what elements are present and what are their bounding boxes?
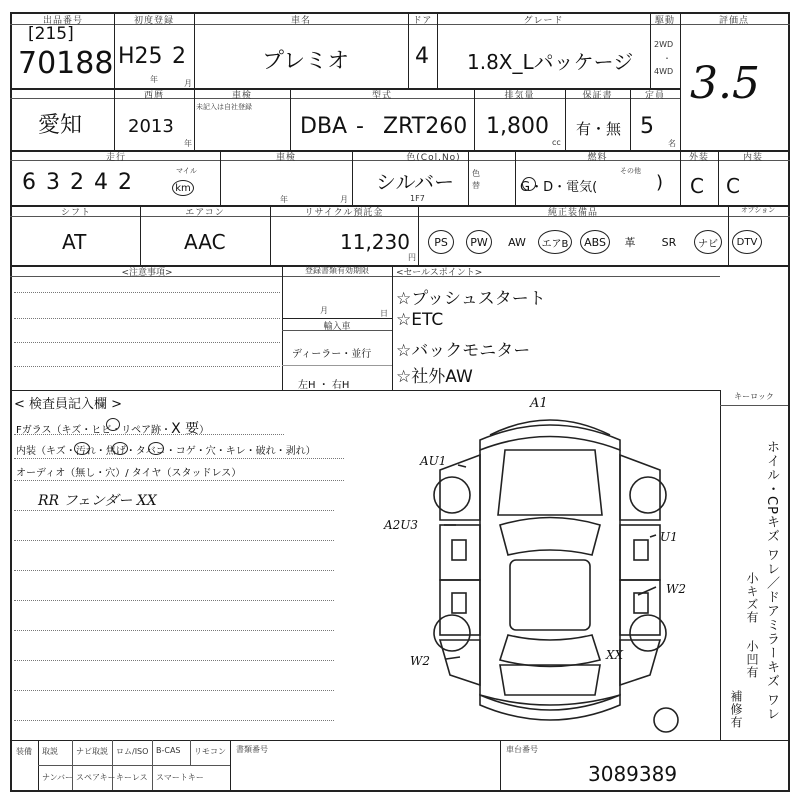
glass-mark: X 要 xyxy=(171,421,200,437)
warranty-value: 有・無 xyxy=(576,120,622,138)
hdr-shaken: 車検 xyxy=(275,153,296,163)
hdr-doc-no: 書類番号 xyxy=(236,745,268,754)
reg-doc-month: 月 xyxy=(320,306,328,315)
note-line xyxy=(14,342,280,343)
equip-abs: ABS xyxy=(580,230,610,254)
diagram-mark: W2 xyxy=(410,654,430,668)
interior-circle xyxy=(74,442,90,455)
drive-4wd: 4WD xyxy=(654,67,674,76)
door-front-left xyxy=(440,525,480,580)
shift-value: AT xyxy=(62,230,87,254)
front-bumper xyxy=(490,420,610,435)
mileage-digit: 2 xyxy=(70,170,94,195)
v24 xyxy=(392,265,393,390)
equip-leather: 革 xyxy=(624,236,636,249)
mileage-digit: 6 xyxy=(22,170,46,195)
footer-label: スペアキー xyxy=(76,773,116,782)
lot-code: [215] xyxy=(28,24,74,44)
fuel-other: その他 xyxy=(620,167,641,175)
inspector-line xyxy=(14,600,334,601)
right-note-2: 小キズ有 xyxy=(745,572,759,624)
hdr-reg-doc: 登録書類有効期限 xyxy=(305,266,369,275)
inspector-line xyxy=(14,630,334,631)
score-value: 3.5 xyxy=(690,58,760,109)
hdr-car-name: 車名 xyxy=(290,16,311,26)
interior-grade: C xyxy=(726,174,740,198)
interior-circle xyxy=(112,442,128,455)
front-bumper-outline xyxy=(480,425,620,450)
equip-ps: PS xyxy=(428,230,454,254)
inspector-line xyxy=(14,458,344,459)
mileage-digit: 3 xyxy=(46,170,70,195)
equip-dtv: DTV xyxy=(732,230,762,254)
car-name: プレミオ xyxy=(262,49,350,74)
mileage-digits xyxy=(22,170,142,195)
hdr-color: 色(Col.No) xyxy=(406,153,461,163)
mileage-unit-mile: マイル xyxy=(176,167,197,175)
right-note-3: 小凹有 xyxy=(745,640,759,679)
shaken-month-unit: 月 xyxy=(340,195,348,204)
inspector-audio: オーディオ（無し・穴）/ タイヤ（スタッドレス） xyxy=(16,468,242,479)
hdr-equipment: 純正装備品 xyxy=(547,208,598,218)
h-keyless xyxy=(720,405,788,406)
door-handle xyxy=(452,540,466,560)
inspector-line xyxy=(14,510,334,511)
note-line xyxy=(14,292,280,293)
inspector-notes-header: < 検査員記入欄 > xyxy=(14,397,123,412)
recycle-amount: 11,230 xyxy=(340,230,410,254)
glass-circle xyxy=(106,418,120,431)
doors-value: 4 xyxy=(415,44,429,69)
diagram-mark: U1 xyxy=(660,530,678,544)
equip-navi: ナビ xyxy=(694,230,722,254)
hdr-notes: <注意事項> xyxy=(121,268,173,278)
right-note-1: ホイル・CPキズ ワレ／ドアミラーキズ ワレ xyxy=(764,440,779,722)
hdr-doors: ドア xyxy=(412,16,433,26)
right-note-4: 補修有 xyxy=(729,690,743,729)
capacity-unit: 名 xyxy=(668,139,676,148)
mileage-digit: 4 xyxy=(94,170,118,195)
hdr-import: 輸入車 xyxy=(323,322,351,332)
hood xyxy=(498,450,602,515)
lot-number: 70188 xyxy=(18,46,114,81)
fuel-close: ) xyxy=(656,172,664,193)
model-type-prefix: DBA xyxy=(300,114,348,139)
door-front-right xyxy=(620,525,660,580)
hdr-interior: 内装 xyxy=(742,153,763,163)
note-line xyxy=(14,318,280,319)
inspector-line xyxy=(14,480,344,481)
import-dealer: ディーラー・並行 xyxy=(292,349,372,360)
hdr-warranty: 保証書 xyxy=(582,91,613,101)
trunk xyxy=(500,665,600,695)
diagram-mark: W2 xyxy=(666,582,686,596)
rear-window xyxy=(500,635,600,667)
first-reg-era-year: H25 xyxy=(118,44,163,69)
color-change-label: 色替 xyxy=(472,169,480,190)
footer-label: ロム/ISO xyxy=(116,747,149,756)
equip-pw: PW xyxy=(466,230,492,254)
sales-point: ☆プッシュスタート xyxy=(396,289,546,309)
footer-label: キーレス xyxy=(116,773,148,782)
diagram-mark: XX xyxy=(606,648,624,662)
hdr-sales-points: <セールスポイント> xyxy=(396,268,483,278)
spare-tire xyxy=(654,708,678,732)
row-line-6 xyxy=(10,740,790,741)
fuel-options: G・D・電気( xyxy=(520,180,598,195)
v25 xyxy=(720,390,721,740)
inspection-note: 未記入は自社登録 xyxy=(196,103,252,111)
door-handle xyxy=(452,593,466,613)
hdr-exterior: 外装 xyxy=(688,153,709,163)
hdr-option: オプション xyxy=(740,206,776,214)
first-reg-month-unit: 月 xyxy=(184,79,192,88)
inspector-line xyxy=(14,570,334,571)
equip-aw: AW xyxy=(508,235,526,249)
color-name: シルバー xyxy=(376,170,455,194)
first-reg-month: 2 xyxy=(172,44,186,69)
import-handle: 左H ・ 右H xyxy=(298,380,350,391)
inspector-interior: 内装（キズ・汚れ・焦げ・タバコ・コゲ・穴・キレ・破れ・剥れ） xyxy=(16,446,316,457)
border-right xyxy=(788,12,790,792)
border-left xyxy=(10,12,12,792)
sales-point: ☆バックモニター xyxy=(396,341,531,361)
fv6 xyxy=(152,740,153,790)
fv7 xyxy=(190,740,191,765)
displacement-value: 1,800 xyxy=(486,114,549,139)
door-handle xyxy=(634,593,648,613)
shaken-year-unit: 年 xyxy=(280,195,288,204)
border-bottom xyxy=(10,790,790,792)
hdr-exhibit-no: 出品番号 xyxy=(42,16,83,26)
diagram-mark: A1 xyxy=(530,396,548,411)
hdr-score: 評価点 xyxy=(718,16,749,26)
inspector-line xyxy=(14,660,334,661)
hdr-model-type: 型式 xyxy=(371,91,392,101)
grade-value: 1.8X_Lパッケージ xyxy=(467,50,634,74)
roof xyxy=(510,560,590,630)
glass-close: ） xyxy=(199,425,210,436)
footer-label: ナビ取説 xyxy=(76,747,108,756)
diagram-mark: AU1 xyxy=(420,454,447,468)
reg-doc-day: 日 xyxy=(380,309,388,318)
fv3 xyxy=(500,740,501,790)
fender-rear-right xyxy=(620,640,660,685)
hdr-keyless: キーロック xyxy=(734,392,774,401)
model-type-code: ZRT260 xyxy=(383,114,468,139)
footer-side-label: 装備 xyxy=(16,747,32,756)
row-line-5 xyxy=(10,390,720,391)
diagram-mark: A2U3 xyxy=(384,518,419,532)
capacity-value: 5 xyxy=(640,114,654,139)
equip-airbag: エアB xyxy=(538,230,572,254)
aircon-value: AAC xyxy=(184,230,226,254)
footer-label: リモコン xyxy=(194,747,226,756)
fh1 xyxy=(38,765,230,766)
exterior-grade: C xyxy=(690,174,704,198)
model-year-unit: 年 xyxy=(184,139,192,148)
inspector-handwritten: RR フェンダー XX xyxy=(38,493,157,509)
inspector-line xyxy=(14,690,334,691)
door-handle xyxy=(634,540,648,560)
hdr-chassis-no: 車台番号 xyxy=(506,745,538,754)
rear-bumper xyxy=(480,695,620,720)
model-year-value: 2013 xyxy=(128,116,174,137)
hdr-grade: グレード xyxy=(523,16,564,26)
displacement-unit: cc xyxy=(552,138,561,147)
first-reg-year-unit: 年 xyxy=(150,75,158,84)
hdr-inspection: 車検 xyxy=(231,91,252,101)
fv2 xyxy=(230,740,231,790)
fender-rear-left xyxy=(440,640,480,685)
h-sub-3 xyxy=(282,365,392,366)
hdr-displacement: 排気量 xyxy=(504,91,535,101)
hdr-fuel: 燃料 xyxy=(587,153,608,163)
fuel-gas-circle xyxy=(522,177,536,191)
hdr-model-year: 西暦 xyxy=(143,91,164,101)
inspector-line xyxy=(14,540,334,541)
footer-label: B-CAS xyxy=(156,746,181,755)
note-line xyxy=(14,366,280,367)
footer-label: 取説 xyxy=(42,747,58,756)
windshield xyxy=(500,518,600,556)
model-type-dash: - xyxy=(356,114,364,139)
sales-point: ☆社外AW xyxy=(396,367,473,387)
hdr-mileage: 走行 xyxy=(105,153,126,163)
drive-dot: ・ xyxy=(663,54,671,63)
equip-sr: SR xyxy=(661,235,677,249)
hdr-shift: シフト xyxy=(60,208,91,218)
inspector-line xyxy=(14,720,334,721)
v6 xyxy=(680,12,681,152)
hdr-capacity: 定員 xyxy=(644,91,665,101)
recycle-unit: 円 xyxy=(408,253,416,262)
hdr-aircon: エアコン xyxy=(185,208,225,218)
footer-label: スマートキー xyxy=(156,773,204,782)
region-value: 愛知 xyxy=(38,113,83,138)
color-code: 1F7 xyxy=(410,194,425,203)
inspector-line xyxy=(14,434,284,435)
door-rear-left xyxy=(440,580,480,635)
glass-label: Fガラス（キズ・ヒビ・リペア跡・ xyxy=(16,425,172,436)
car-diagram xyxy=(420,395,680,740)
interior-circle xyxy=(148,442,164,455)
drive-2wd: 2WD xyxy=(654,40,674,49)
footer-label: ナンバー xyxy=(42,773,74,782)
sales-point: ☆ETC xyxy=(396,310,444,330)
chassis-number: 3089389 xyxy=(588,762,678,786)
hdr-drive: 駆動 xyxy=(654,16,675,26)
hdr-first-reg: 初度登録 xyxy=(133,16,174,26)
hdr-recycle: リサイクル預託金 xyxy=(304,208,384,218)
mileage-digit: 2 xyxy=(118,170,142,195)
mileage-unit-km: km xyxy=(172,180,194,196)
